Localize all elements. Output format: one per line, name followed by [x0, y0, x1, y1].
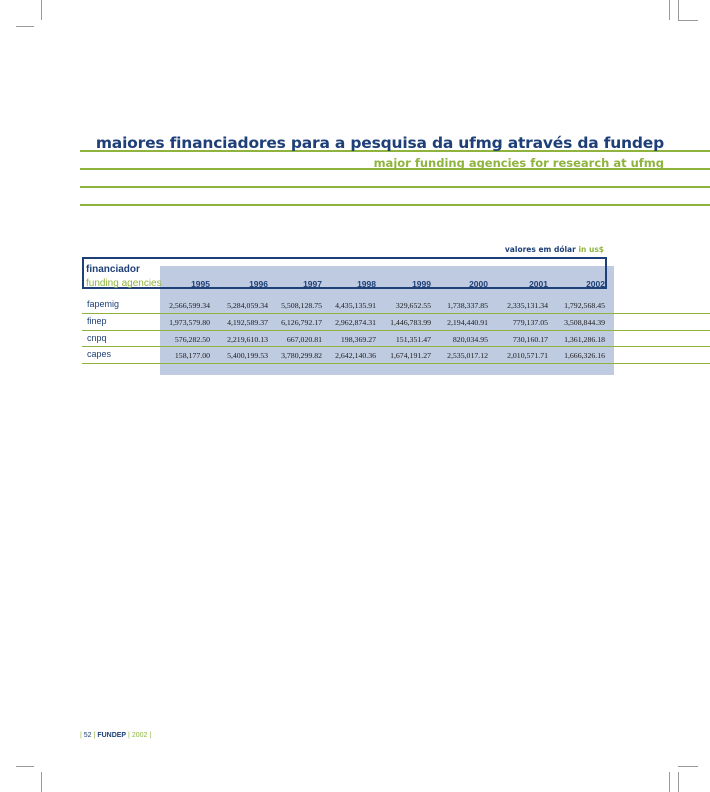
- column-header-pt: financiador: [86, 264, 140, 275]
- table-cell: 3,780,299.82: [281, 351, 322, 360]
- row-divider: [82, 313, 710, 314]
- page-title: maiores financiadores para a pesquisa da ufmg através da fundep: [95, 134, 664, 152]
- table-cell: 151,351.47: [395, 335, 431, 344]
- crop-mark: [669, 772, 670, 792]
- year-header: 2002: [586, 279, 605, 289]
- row-label: fapemig: [87, 299, 120, 309]
- row-divider: [82, 346, 710, 347]
- year-header: 1995: [191, 279, 210, 289]
- table-cell: 4,435,135.91: [335, 301, 376, 310]
- row-divider: [82, 330, 710, 331]
- table-cell: 3,508,844.39: [564, 318, 605, 327]
- table-cell: 1,361,286.18: [564, 335, 605, 344]
- table-cell: 2,194,440.91: [447, 318, 488, 327]
- footer-org: FUNDEP: [97, 732, 127, 739]
- crop-mark: [16, 766, 34, 767]
- table-cell: 329,652.55: [395, 301, 431, 310]
- table-cell: 158,177.00: [174, 351, 210, 360]
- table-cell: 2,535,017.12: [447, 351, 488, 360]
- table-cell: 1,792,568.45: [564, 301, 605, 310]
- year-header: 1997: [303, 279, 322, 289]
- crop-mark: [678, 772, 679, 792]
- crop-mark: [41, 0, 42, 20]
- table-cell: 1,973,579.80: [169, 318, 210, 327]
- table-cell: 779,137.05: [512, 318, 548, 327]
- table-cell: 5,400,199.53: [227, 351, 268, 360]
- table-cell: 820,034.95: [452, 335, 488, 344]
- page-footer: | 52 | FUNDEP | 2002 |: [80, 732, 152, 739]
- table-cell: 2,335,131.34: [507, 301, 548, 310]
- values-note-pt: valores em dólar: [504, 245, 576, 254]
- row-label: cnpq: [87, 333, 107, 343]
- values-note: [0, 245, 604, 254]
- year-header: 1999: [412, 279, 431, 289]
- crop-mark: [669, 0, 670, 20]
- table-cell: 2,566,599.34: [169, 301, 210, 310]
- crop-mark: [678, 20, 698, 21]
- crop-mark: [678, 0, 679, 20]
- rule-line: [80, 186, 710, 188]
- rule-line: [80, 204, 710, 206]
- table-cell: 667,020.81: [286, 335, 322, 344]
- table-cell: 4,192,589.37: [227, 318, 268, 327]
- crop-mark: [16, 26, 34, 27]
- crop-mark: [678, 766, 698, 767]
- page-number: 52: [83, 732, 92, 739]
- table-cell: 1,674,191.27: [390, 351, 431, 360]
- table-cell: 198,369.27: [340, 335, 376, 344]
- table-cell: 576,282.50: [174, 335, 210, 344]
- page-subtitle: major funding agencies for research at ufmg: [373, 156, 664, 170]
- table-cell: 2,642,140.36: [335, 351, 376, 360]
- row-label: capes: [87, 349, 112, 359]
- values-note-en: in us$: [578, 245, 604, 254]
- table-cell: 1,446,783.99: [390, 318, 431, 327]
- table-cell: 5,508,128.75: [281, 301, 322, 310]
- year-header: 1998: [357, 279, 376, 289]
- table-cell: 1,666,326.16: [564, 351, 605, 360]
- row-label: finep: [87, 316, 107, 326]
- year-header: 2001: [529, 279, 548, 289]
- year-header: 1996: [249, 279, 268, 289]
- table-cell: 730,160.17: [512, 335, 548, 344]
- table-cell: 2,219,610.13: [227, 335, 268, 344]
- footer-year: 2002: [131, 732, 148, 739]
- column-header-en: funding agencies: [86, 278, 162, 289]
- row-divider: [82, 363, 710, 364]
- table-cell: 5,284,059.34: [227, 301, 268, 310]
- table-cell: 2,962,874.31: [335, 318, 376, 327]
- table-cell: 2,010,571.71: [507, 351, 548, 360]
- table-cell: 1,738,337.85: [447, 301, 488, 310]
- crop-mark: [41, 772, 42, 792]
- year-header: 2000: [469, 279, 488, 289]
- table-cell: 6,126,792.17: [281, 318, 322, 327]
